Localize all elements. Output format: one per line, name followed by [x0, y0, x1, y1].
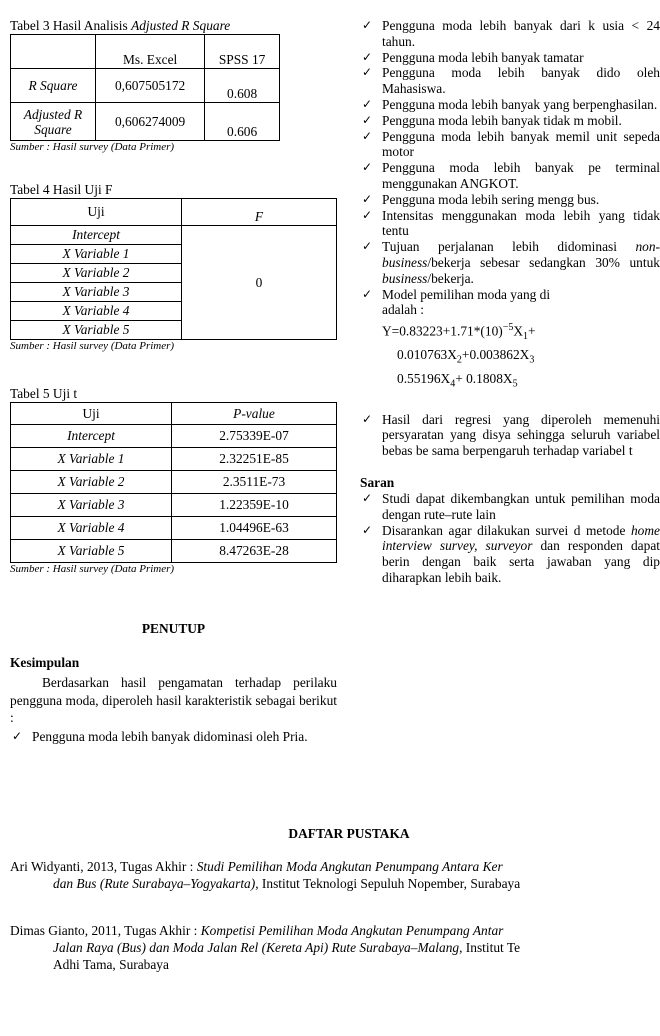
list-item: ✓ Studi dapat dikembangkan untuk pemilihan moda dengan rute–rute lain [362, 491, 660, 522]
list-item: ✓ Intensitas menggunakan moda lebih yang tidak tentu [362, 207, 660, 239]
p-value-cell: 8.47263E-28 [172, 540, 337, 563]
row-label: X Variable 1 [57, 451, 125, 466]
checkmark-icon: ✓ [12, 728, 23, 743]
table-row [11, 494, 337, 517]
table-header: Uji [11, 403, 172, 425]
checkmark-icon: ✓ [362, 191, 373, 206]
references-heading: DAFTAR PUSTAKA [288, 826, 410, 841]
checkmark-icon: ✓ [362, 522, 373, 537]
section-heading: PENUTUP [141, 621, 206, 636]
p-value-cell: 1.04496E-63 [172, 517, 337, 540]
list-item: ✓ Pengguna moda lebih banyak didominasi oleh Pria. [12, 728, 308, 744]
list-item: ✓ Pengguna moda lebih banyak dido oleh Mahasiswa. [362, 65, 660, 97]
table-row [11, 69, 280, 103]
subsection-heading: Kesimpulan [10, 655, 80, 670]
checkmark-icon: ✓ [362, 411, 373, 426]
list-item: ✓ Pengguna moda lebih sering mengg bus. [362, 191, 600, 207]
row-label: X Variable 3 [57, 497, 125, 512]
row-label: R Square [28, 77, 78, 93]
checkmark-icon: ✓ [362, 96, 373, 111]
table-cell: 0,607505172 [96, 69, 205, 103]
regression-equation: $Y=0.83223+1.71*(10)^{-5}X_1+$ $0.010763X_2+0.003862X_3$ $0.55196X_4+ 0.1808X_5$ [382, 322, 536, 390]
table-cell: 0,606274009 [96, 103, 205, 141]
right-column [360, 18, 660, 586]
checkmark-icon: ✓ [362, 207, 373, 222]
table-source: Sumber : Hasil survey (Data Primer) [10, 141, 175, 153]
list-item: ✓ Pengguna moda lebih banyak memil unit sepeda motor [362, 128, 660, 160]
paragraph: Berdasarkan hasil pengamatan terhadap perilaku pengguna moda, diperoleh hasil karakteristik sebagai berikut : [10, 675, 337, 725]
tabel-4-block [10, 182, 337, 353]
checkmark-icon: ✓ [362, 112, 373, 127]
list-item: ✓ Tujuan perjalanan lebih didominasi non-business/bekerja sebesar sedangkan 30% untuk business/bekerja. [362, 239, 660, 286]
list-item: ✓ Pengguna moda lebih banyak tidak m mobil. [362, 112, 622, 128]
row-label: X Variable 5 [62, 322, 130, 337]
p-value-cell: 2.75339E-07 [172, 425, 337, 448]
reference-item: Ari Widyanti, 2013, Tugas Akhir : Studi Pemilihan Moda Angkutan Penumpang Antara Ker dan Bus (Rute Surabaya–Yogyakarta), Institut Teknologi Sepuluh Nopember, Surabaya [10, 859, 521, 891]
list-item: ✓ Model pemilihan moda yang di adalah : $Y=0.83223+1.71*(10)^{-5}X_1+$ $0.010763X_2+0.003862X_3$ $0.55196X_4+ 0.1808X_5$ [360, 287, 660, 394]
checkmark-icon: ✓ [362, 49, 373, 64]
list-item: ✓ Disarankan agar dilakukan survei d metode home interview survey, surveyor dan responden dapat berin dengan baik serta jawaban yang dip diharapkan lebih baik. [362, 522, 660, 585]
p-value-cell: 2.3511E-73 [172, 471, 337, 494]
checklist [10, 729, 337, 745]
table-cell [11, 35, 96, 69]
table-source: Sumber : Hasil survey (Data Primer) [10, 563, 175, 575]
checklist [360, 18, 660, 459]
table-row [11, 471, 337, 494]
list-item: ✓ Hasil dari regresi yang diperoleh memenuhi persyaratan yang disya sehingga seluruh variabel bebas be sama berpengaruh terhadap variabel t [362, 411, 660, 459]
f-value-cell: 0 [182, 226, 337, 340]
checklist [360, 491, 660, 586]
row-label: X Variable 2 [62, 265, 130, 280]
row-label: Adjusted R Square [23, 106, 83, 137]
row-label: X Variable 4 [62, 303, 130, 318]
table-row [11, 540, 337, 563]
table-source: Sumber : Hasil survey (Data Primer) [10, 340, 175, 352]
row-label: X Variable 3 [62, 284, 130, 299]
row-label: Intercept [67, 428, 115, 443]
row-label: Intercept [72, 227, 120, 242]
tabel-3 [10, 34, 280, 141]
row-label: X Variable 5 [57, 543, 125, 558]
tabel-3-title: Tabel 3 Hasil Analisis Adjusted R Square [10, 18, 231, 33]
checkmark-icon: ✓ [362, 18, 373, 32]
list-item: ✓ Pengguna moda lebih banyak dari k usia < 24 tahun. [362, 18, 660, 49]
list-item: ✓ Pengguna moda lebih banyak yang berpenghasilan. [362, 96, 658, 112]
table-row [11, 517, 337, 540]
table-row [11, 425, 337, 448]
p-value-cell: 1.22359E-10 [172, 494, 337, 517]
row-label: X Variable 4 [57, 520, 125, 535]
reference-item: Dimas Gianto, 2011, Tugas Akhir : Kompetisi Pemilihan Moda Angkutan Penumpang Antar Jalan Raya (Bus) dan Moda Jalan Rel (Kereta Api) Rute Surabaya–Malang, Institut Te Adhi Tama, Surabaya [10, 923, 521, 972]
checkmark-icon: ✓ [362, 286, 373, 301]
row-label: X Variable 1 [62, 246, 130, 261]
tabel-5-block [10, 386, 337, 576]
checkmark-icon: ✓ [362, 491, 373, 506]
checkmark-icon: ✓ [362, 160, 373, 175]
subsection-heading: Saran [360, 475, 395, 491]
table-cell: 0.608 [205, 69, 280, 103]
table-row [11, 103, 280, 141]
tabel-4 [10, 198, 337, 340]
list-item: ✓ Pengguna moda lebih banyak pe terminal menggunakan ANGKOT. [362, 160, 660, 191]
tabel-3-block [10, 18, 337, 154]
table-header: P-value [233, 405, 275, 421]
p-value-cell: 2.32251E-85 [172, 448, 337, 471]
tabel-5 [10, 402, 337, 563]
table-cell: 0.606 [205, 103, 280, 141]
tabel-5-title: Tabel 5 Uji t [10, 386, 78, 401]
checkmark-icon: ✓ [362, 128, 373, 143]
checkmark-icon: ✓ [362, 239, 373, 254]
penutup-section [10, 621, 337, 744]
checkmark-icon: ✓ [362, 65, 373, 80]
tabel-4-title: Tabel 4 Hasil Uji F [10, 182, 113, 197]
list-item: ✓ Pengguna moda lebih banyak tamatar [362, 49, 584, 65]
table-row [11, 226, 337, 245]
table-header: F [254, 209, 264, 224]
row-label: X Variable 2 [57, 474, 125, 489]
table-row [11, 448, 337, 471]
table-header: Ms. Excel [96, 35, 205, 69]
table-header: SPSS 17 [205, 35, 280, 69]
table-header: Uji [11, 199, 182, 226]
